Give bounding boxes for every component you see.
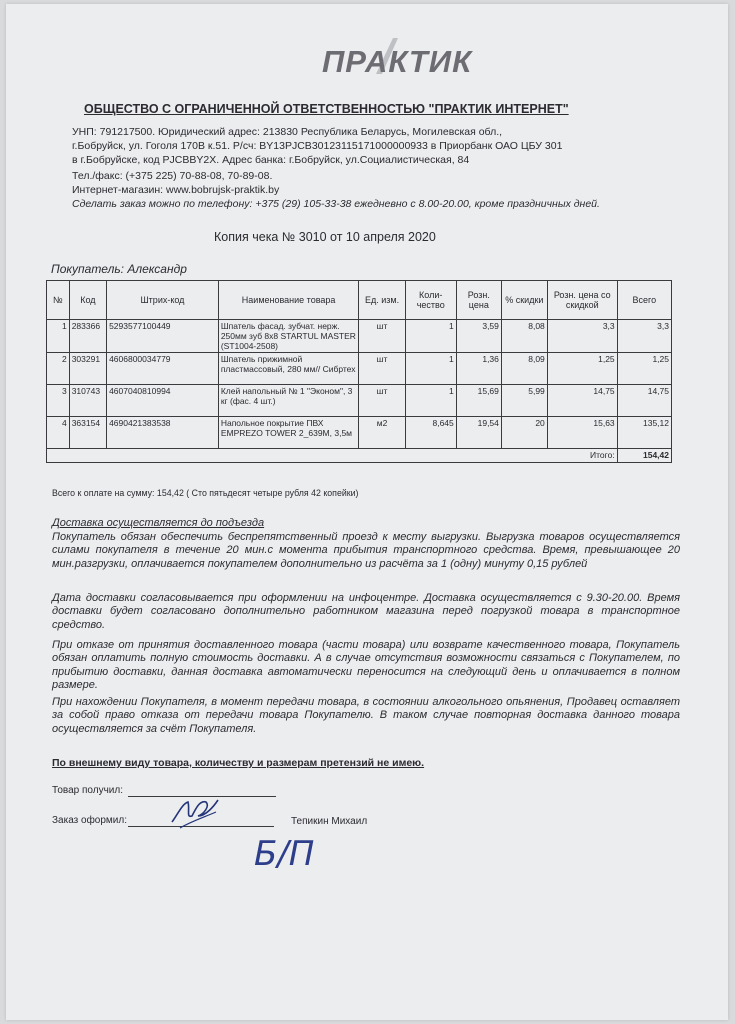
shop-line: Интернет-магазин: www.bobrujsk-praktik.by [72,184,280,196]
col-discounted: Розн. цена со скидкой [547,281,617,320]
row-barcode: 4607040810994 [107,385,219,417]
row-code: 283366 [69,320,106,353]
row-barcode: 4690421383538 [107,417,219,449]
col-total: Всего [617,281,671,320]
no-claims-statement: По внешнему виду товара, количеству и размерам претензий не имею. [52,757,425,769]
order-note: Сделать заказ можно по телефону: +375 (29) 105-33-38 ежедневно с 8.00-20.00, кроме праздничных дней. [72,198,600,210]
row-code: 303291 [69,353,106,385]
row-name: Шпатель фасад. зубчат. нерж. 250мм зуб 8х8 STARTUL MASTER (ST1004-2508) [218,320,359,353]
row-price: 3,59 [456,320,501,353]
receipt-title: Копия чека № 3010 от 10 апреля 2020 [214,230,436,244]
row-no: 2 [47,353,70,385]
sum-text: Всего к оплате на сумму: 154,42 ( Сто пятьдесят четыре рубля 42 копейки) [52,488,359,498]
table-row [47,353,672,385]
signature-icon [166,792,226,832]
delivery-paragraph-1: Покупатель обязан обеспечить беспрепятственный проезд к месту выгрузки. Выгрузка товаров осуществляется силами покупателя в течение 20 мин.с момента прибытия транспортного средства. Время, превышающее 20 мин.разгрузки, оплачивается покупателем дополнительно из расчёта за 1 (одну) минуту 0,15 рублей [52,531,680,570]
row-discount: 20 [501,417,547,449]
row-qty: 1 [405,320,456,353]
row-code: 363154 [69,417,106,449]
row-total: 14,75 [617,385,671,417]
row-total: 135,12 [617,417,671,449]
row-discount: 8,09 [501,353,547,385]
row-unit: шт [359,385,405,417]
col-price: Розн. цена [456,281,501,320]
delivery-paragraph-2: Дата доставки согласовывается при оформлении на инфоцентре. Доставка осуществляется с 9.30-20.00. Время доставки будет согласовано дополнительно работником магазина перед погрузкой товара в транспортное средство. [52,592,680,631]
row-code: 310743 [69,385,106,417]
requisites-line-3: в г.Бобруйске, код PJCBBY2X. Адрес банка: г.Бобруйск, ул.Социалистическая, 84 [72,154,470,166]
table-total-row [47,449,672,463]
row-no: 3 [47,385,70,417]
row-price: 19,54 [456,417,501,449]
delivery-paragraph-3: При отказе от принятия доставленного товара (части товара) или возврате качественного товара, Покупатель обязан оплатить полную стоимость доставки. А в случае отсутствия возможности связаться с Покупателем, по прибытию доставки, данная доставка автоматически переносится на следующий день и оплачивается в полном размере. [52,639,680,691]
row-discounted: 1,25 [547,353,617,385]
company-logo: ПРАКТИК [322,44,473,79]
table-header-row [47,281,672,320]
row-discount: 8,08 [501,320,547,353]
delivery-paragraph-4: При нахождении Покупателя, в момент передачи товара, в состоянии алкогольного опьянения, Продавец оставляет за собой право отказа от передачи товара Покупателю. В таком случае повторная доставка данного товара осуществляется за счёт Покупателя. [52,696,680,735]
handwritten-note: Б/П [254,834,315,874]
logo-mark-icon [368,34,418,76]
table-row [47,320,672,353]
col-no: № [47,281,70,320]
requisites-line-1: УНП: 791217500. Юридический адрес: 213830 Республика Беларусь, Могилевская обл., [72,126,503,138]
company-name: ОБЩЕСТВО С ОГРАНИЧЕННОЙ ОТВЕТСТВЕННОСТЬЮ "ПРАКТИК ИНТЕРНЕТ" [84,102,569,116]
row-unit: м2 [359,417,405,449]
row-qty: 8,645 [405,417,456,449]
row-discounted: 14,75 [547,385,617,417]
row-discounted: 15,63 [547,417,617,449]
buyer-name: Покупатель: Александр [51,262,187,276]
table-row [47,385,672,417]
row-discount: 5,99 [501,385,547,417]
manager-name: Тепикин Михаил [291,816,368,827]
row-discounted: 3,3 [547,320,617,353]
receipt-sheet [6,4,728,1020]
row-name: Клей напольный № 1 "Эконом", 3 кг (фас. 4 шт.) [218,385,359,417]
row-unit: шт [359,353,405,385]
total-label: Итого: [47,449,618,463]
row-price: 15,69 [456,385,501,417]
row-qty: 1 [405,385,456,417]
col-unit: Ед. изм. [359,281,405,320]
row-unit: шт [359,320,405,353]
col-discount: % скидки [501,281,547,320]
row-barcode: 5293577100449 [107,320,219,353]
received-label: Товар получил: [52,785,123,796]
col-barcode: Штрих-код [107,281,219,320]
row-name: Шпатель прижимной пластмассовый, 280 мм// Сибртех [218,353,359,385]
row-qty: 1 [405,353,456,385]
ordered-label: Заказ оформил: [52,815,127,826]
col-qty: Коли-чество [405,281,456,320]
phone-line: Тел./факс: (+375 225) 70-88-08, 70-89-08. [72,170,273,182]
col-code: Код [69,281,106,320]
row-barcode: 4606800034779 [107,353,219,385]
col-name: Наименование товара [218,281,359,320]
items-table [46,280,672,463]
table-row [47,417,672,449]
row-no: 4 [47,417,70,449]
row-no: 1 [47,320,70,353]
total-value: 154,42 [617,449,671,463]
requisites-line-2: г.Бобруйск, ул. Гоголя 170В к.51. Р/сч: BY13PJCB30123115171000000933 в Приорбанк ОАО ЦБУ 301 [72,140,563,152]
delivery-heading: Доставка осуществляется до подъезда [52,517,265,529]
row-price: 1,36 [456,353,501,385]
row-total: 1,25 [617,353,671,385]
row-total: 3,3 [617,320,671,353]
row-name: Напольное покрытие ПВХ EMPREZO TOWER 2_639M, 3,5м [218,417,359,449]
